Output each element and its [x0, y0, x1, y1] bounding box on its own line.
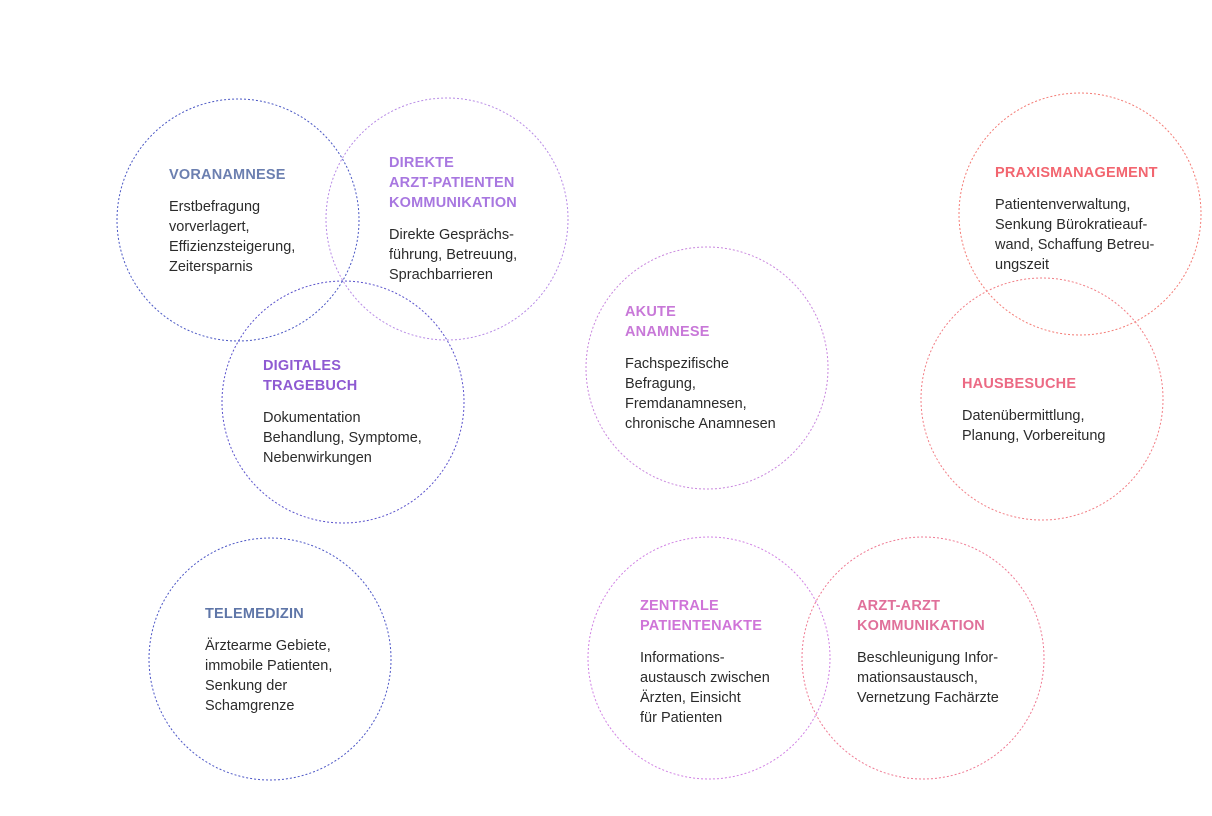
bubble-description: Patientenverwaltung, Senkung Bürokratieauf- wand, Schaffung Betreu- ungszeit	[995, 197, 1155, 273]
bubble-description: Ärztearme Gebiete, immobile Patienten, Senkung der Schamgrenze	[205, 638, 333, 714]
bubble-praxismanagement	[995, 163, 1158, 275]
bubble-description: Direkte Gesprächs- führung, Betreuung, Sprachbarrieren	[389, 227, 518, 283]
bubble-description: Dokumentation Behandlung, Symptome, Nebenwirkungen	[263, 410, 422, 466]
bubble-description: Datenübermittlung, Planung, Vorbereitung	[962, 408, 1106, 444]
bubble-title: ZENTRALE PATIENTENAKTE	[640, 598, 763, 634]
bubble-akute-anamnese	[625, 302, 776, 434]
bubble-title: TELEMEDIZIN	[205, 606, 304, 622]
bubble-title: HAUSBESUCHE	[962, 376, 1077, 392]
bubble-description: Erstbefragung vorverlagert, Effizienzsteigerung, Zeitersparnis	[169, 199, 296, 275]
bubble-title: VORANAMNESE	[169, 167, 286, 183]
bubble-voranamnese	[169, 165, 295, 277]
bubble-description: Informations- austausch zwischen Ärzten, Einsicht für Patienten	[640, 650, 770, 726]
bubble-title: AKUTE ANAMNESE	[625, 304, 710, 340]
bubble-arzt-arzt-kommunikation	[857, 596, 999, 708]
bubble-description: Beschleunigung Infor- mationsaustausch, Vernetzung Fachärzte	[857, 650, 999, 706]
bubble-title: PRAXISMANAGEMENT	[995, 165, 1158, 181]
bubble-hausbesuche	[962, 374, 1106, 446]
bubble-direkte-kommunikation	[389, 153, 517, 285]
bubble-title: DIGITALES TRAGEBUCH	[263, 358, 358, 394]
bubble-telemedizin	[205, 604, 332, 716]
bubble-zentrale-patientenakte	[640, 596, 770, 728]
bubble-digitales-tragebuch	[263, 356, 422, 468]
bubble-title: ARZT-ARZT KOMMUNIKATION	[857, 598, 985, 634]
bubble-description: Fachspezifische Befragung, Fremdanamnesen, chronische Anamnesen	[625, 356, 776, 432]
bubble-title: DIREKTE ARZT-PATIENTEN KOMMUNIKATION	[389, 155, 517, 211]
